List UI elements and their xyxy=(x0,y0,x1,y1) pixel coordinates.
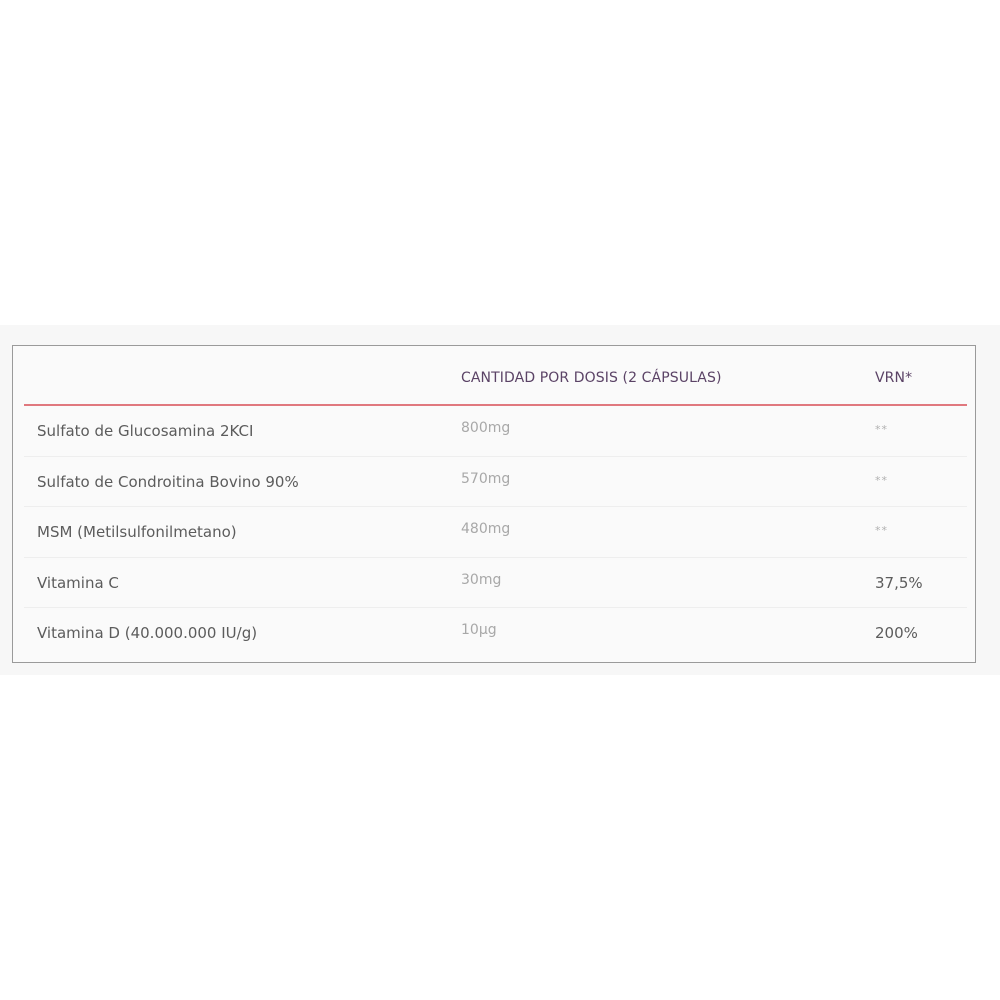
ingredient-vrn: ** xyxy=(875,423,888,436)
table-row xyxy=(24,608,967,658)
ingredient-quantity: 570mg xyxy=(461,470,511,487)
table-row xyxy=(24,406,967,457)
ingredient-name: Vitamina D (40.000.000 IU/g) xyxy=(37,624,258,643)
header-vrn: VRN* xyxy=(875,370,913,386)
nutrition-table xyxy=(24,346,967,658)
ingredient-vrn: ** xyxy=(875,524,888,538)
ingredient-quantity: 800mg xyxy=(461,420,511,436)
header-quantity: CANTIDAD POR DOSIS (2 CÁPSULAS) xyxy=(461,370,722,386)
ingredient-vrn: 200% xyxy=(875,624,918,643)
table-row xyxy=(24,457,967,508)
table-header xyxy=(24,346,967,406)
nutrition-table-panel xyxy=(12,345,976,663)
table-row xyxy=(24,558,967,609)
ingredient-name: Sulfato de Condroitina Bovino 90% xyxy=(37,472,299,491)
ingredient-vrn: ** xyxy=(875,473,888,487)
ingredient-vrn: 37,5% xyxy=(875,573,923,592)
ingredient-name: Sulfato de Glucosamina 2KCI xyxy=(37,422,254,440)
ingredient-name: MSM (Metilsulfonilmetano) xyxy=(37,523,237,542)
ingredient-quantity: 30mg xyxy=(461,571,502,588)
ingredient-name: Vitamina C xyxy=(37,573,119,592)
ingredient-quantity: 480mg xyxy=(461,521,511,538)
ingredient-quantity: 10µg xyxy=(461,622,497,639)
table-row xyxy=(24,507,967,558)
